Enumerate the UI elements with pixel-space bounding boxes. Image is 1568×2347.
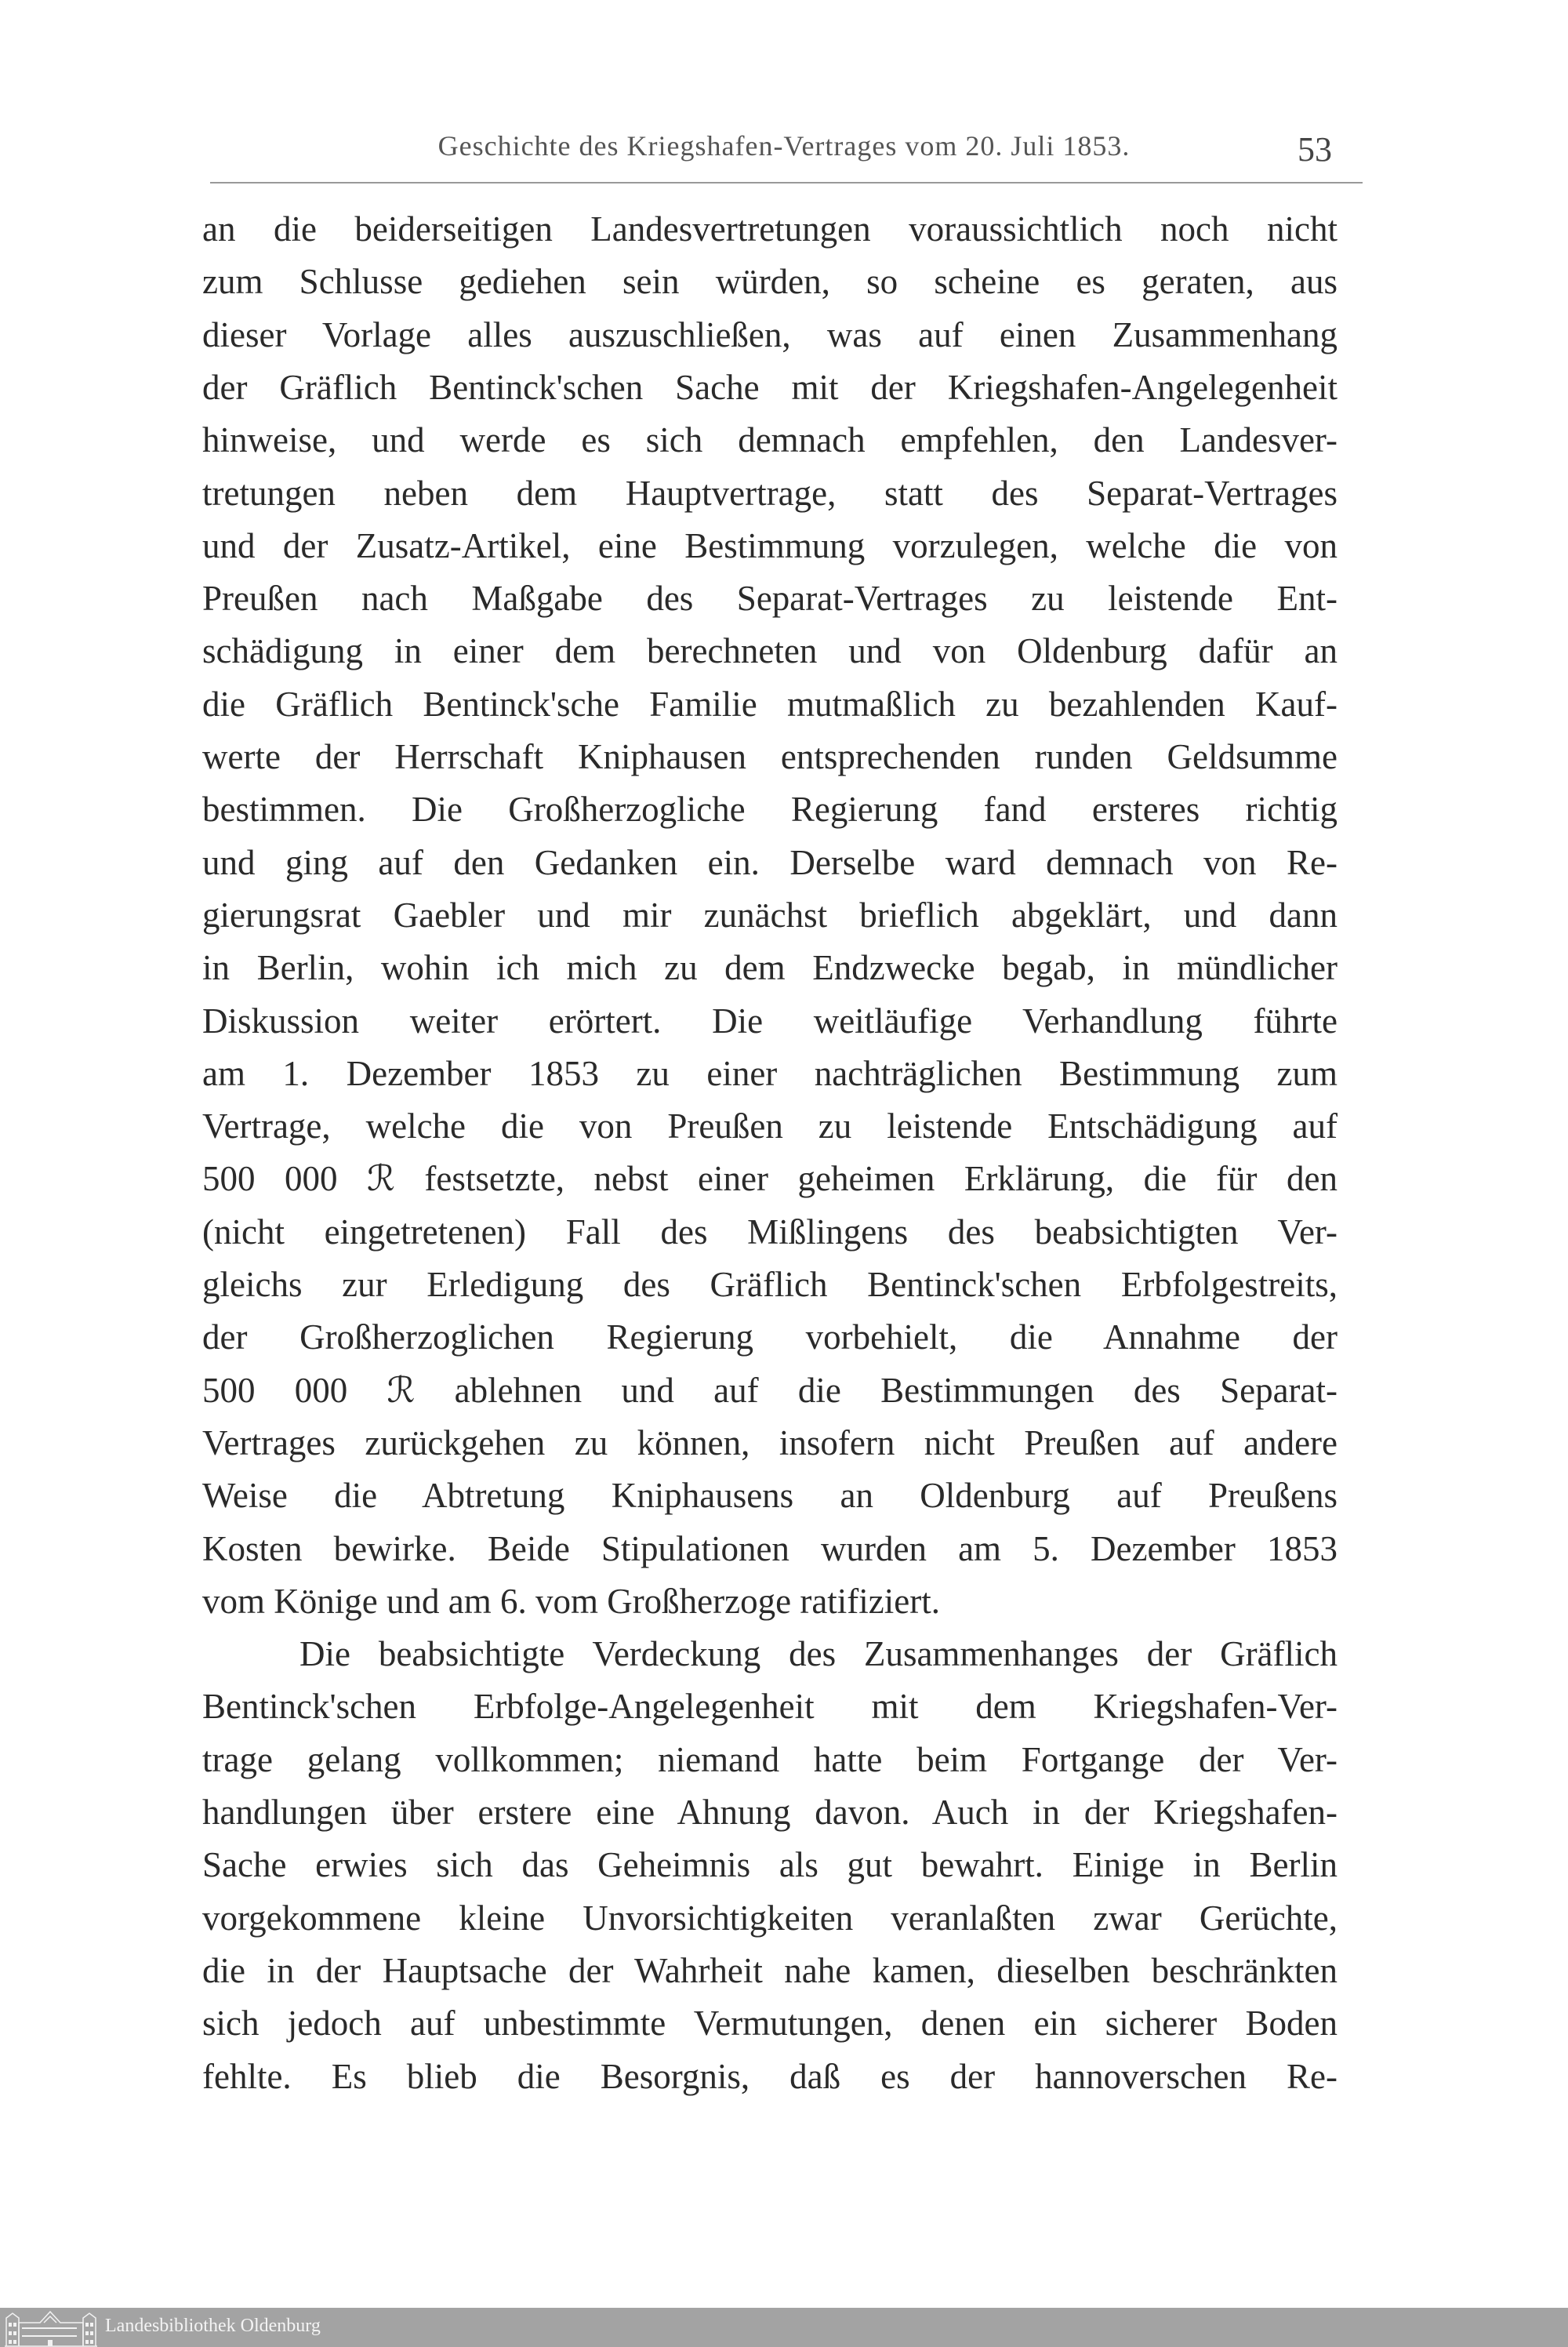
text-line: hinweise, und werde es sich demnach empfehlen, den Landesver-: [202, 420, 1338, 460]
text-line: am 1. Dezember 1853 zu einer nachträglichen Bestimmung zum: [202, 1053, 1338, 1093]
text-line: und der Zusatz-Artikel, eine Bestimmung vorzulegen, welche die von: [202, 525, 1338, 565]
text-line: trage gelang vollkommen; niemand hatte beim Fortgange der Ver-: [202, 1739, 1338, 1779]
text-line: (nicht eingetretenen) Fall des Mißlingens des beabsichtigten Ver-: [202, 1212, 1338, 1252]
text-line: sich jedoch auf unbestimmte Vermutungen, denen ein sicherer Boden: [202, 2004, 1338, 2044]
text-line: an die beiderseitigen Landesvertretungen voraussichtlich noch nicht: [202, 209, 1338, 249]
text-line: tretungen neben dem Hauptvertrage, statt des Separat-Vertrages: [202, 473, 1338, 513]
text-line: Preußen nach Maßgabe des Separat-Vertrages zu leistende Ent-: [202, 579, 1338, 619]
text-line: Bentinck'schen Erbfolge-Angelegenheit mit dem Kriegshafen-Ver-: [202, 1687, 1338, 1727]
text-line: der Gräflich Bentinck'schen Sache mit der Kriegshafen-Angelegenheit: [202, 367, 1338, 407]
text-line: die Gräflich Bentinck'sche Familie mutmaßlich zu bezahlenden Kauf-: [202, 684, 1338, 724]
text-line: Kosten bewirke. Beide Stipulationen wurden am 5. Dezember 1853: [202, 1528, 1338, 1568]
text-line: fehlte. Es blieb die Besorgnis, daß es der hannoverschen Re-: [202, 2056, 1338, 2096]
text-line: 500 000 ℛ ablehnen und auf die Bestimmungen des Separat-: [202, 1370, 1338, 1410]
text-line: vom Könige und am 6. vom Großherzoge ratifiziert.: [202, 1581, 940, 1621]
text-line: der Großherzoglichen Regierung vorbehielt, die Annahme der: [202, 1317, 1338, 1357]
text-line: handlungen über erstere eine Ahnung davon. Auch in der Kriegshafen-: [202, 1793, 1338, 1832]
text-line: schädigung in einer dem berechneten und von Oldenburg dafür an: [202, 631, 1338, 671]
text-line: Weise die Abtretung Kniphausens an Oldenburg auf Preußens: [202, 1476, 1338, 1516]
text-line: Diskussion weiter erörtert. Die weitläufige Verhandlung führte: [202, 1001, 1338, 1041]
text-line: bestimmen. Die Großherzogliche Regierung fand ersteres richtig: [202, 790, 1338, 830]
text-line: die in der Hauptsache der Wahrheit nahe kamen, dieselben beschränkten: [202, 1950, 1338, 1990]
text-line: werte der Herrschaft Kniphausen entsprechenden runden Geldsumme: [202, 737, 1338, 776]
text-line: 500 000 ℛ festsetzte, nebst einer geheimen Erklärung, die für den: [202, 1159, 1338, 1199]
header-rule: [210, 182, 1363, 183]
text-line: Vertrages zurückgehen zu können, insofern nicht Preußen auf andere: [202, 1422, 1338, 1462]
text-line: Sache erwies sich das Geheimnis als gut bewahrt. Einige in Berlin: [202, 1845, 1338, 1885]
page-number: 53: [1298, 130, 1332, 169]
text-line: zum Schlusse gediehen sein würden, so scheine es geraten, aus: [202, 262, 1338, 302]
text-line: vorgekommene kleine Unvorsichtigkeiten veranlaßten zwar Gerüchte,: [202, 1898, 1338, 1938]
text-line: in Berlin, wohin ich mich zu dem Endzwecke begab, in mündlicher: [202, 948, 1338, 988]
text-line: gleichs zur Erledigung des Gräflich Bentinck'schen Erbfolgestreits,: [202, 1265, 1338, 1304]
text-line: Vertrage, welche die von Preußen zu leistende Entschädigung auf: [202, 1106, 1338, 1146]
running-head: Geschichte des Kriegshafen-Vertrages vom 20. Juli 1853.: [437, 130, 1131, 162]
text-line: gierungsrat Gaebler und mir zunächst brieflich abgeklärt, und dann: [202, 895, 1338, 935]
text-line: und ging auf den Gedanken ein. Derselbe ward demnach von Re-: [202, 842, 1338, 882]
text-line: Die beabsichtigte Verdeckung des Zusammenhanges der Gräflich: [299, 1634, 1338, 1674]
text-line: dieser Vorlage alles auszuschließen, was auf einen Zusammenhang: [202, 314, 1338, 354]
library-building-logo-icon: [5, 2310, 97, 2347]
library-name: Landesbibliothek Oldenburg: [105, 2316, 321, 2336]
